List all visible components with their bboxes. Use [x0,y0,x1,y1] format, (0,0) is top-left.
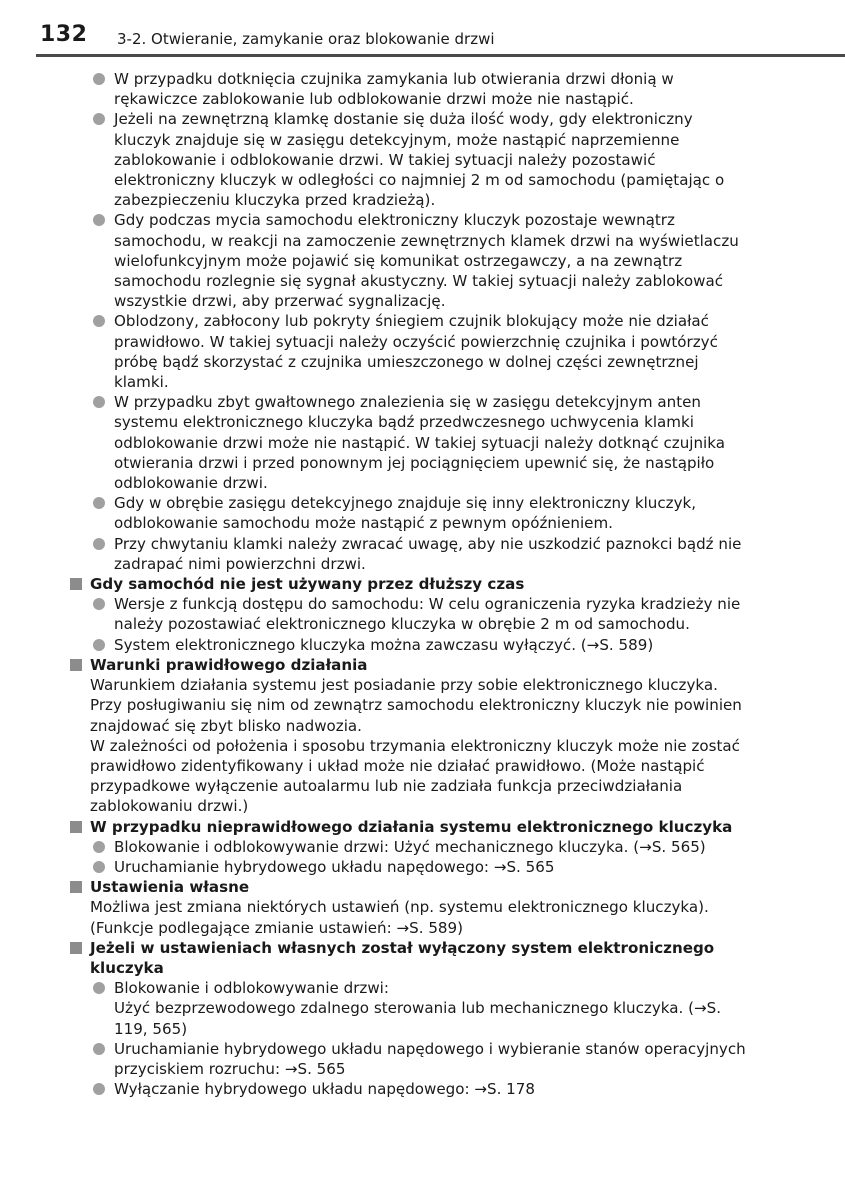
list-item [70,69,750,109]
list-item-text: Przy chwytaniu klamki należy zwracać uwagę, aby nie uszkodzić paznokci bądź nie zadrapać nimi powierzchni drzwi. [114,534,742,573]
list-item [70,493,750,533]
bullet-icon [93,639,105,651]
section-title: 3-2. Otwieranie, zamykanie oraz blokowanie drzwi [117,30,495,48]
section-heading [70,655,750,675]
section-heading-text: Ustawienia własne [90,878,250,897]
list-item-text: Uruchamianie hybrydowego układu napędowego i wybieranie stanów operacyjnych przyciskiem rozruchu: →S. 565 [114,1039,746,1078]
list-item-title: Blokowanie i odblokowywanie drzwi: [114,979,389,998]
list-item-text: Gdy w obrębie zasięgu detekcyjnego znajduje się inny elektroniczny kluczyk, odblokowanie samochodu może nastąpić z pewnym opóźnieniem. [114,494,697,533]
section-heading [70,574,750,594]
square-bullet-icon [70,821,82,833]
list-item-text: Wyłączanie hybrydowego układu napędowego: →S. 178 [114,1080,535,1099]
section-heading [70,877,750,897]
bullet-icon [93,497,105,509]
list-item-text: Wersje z funkcją dostępu do samochodu: W celu ograniczenia ryzyka kradzieży nie należy pozostawiać elektronicznego kluczyka w obrębie 2 m od samochodu. [114,595,741,634]
square-bullet-icon [70,659,82,671]
list-item [70,534,750,574]
bullet-icon [93,982,105,994]
list-item [70,1079,750,1099]
bullet-icon [93,1083,105,1095]
square-bullet-icon [70,942,82,954]
page-content [70,69,750,1099]
list-item-text: Blokowanie i odblokowywanie drzwi: Użyć mechanicznego kluczyka. (→S. 565) [114,837,706,856]
list-item-text: Użyć bezprzewodowego zdalnego sterowania lub mechanicznego kluczyka. (→S. 119, 565) [114,999,721,1038]
bullet-icon [93,598,105,610]
section-heading-text: Jeżeli w ustawieniach własnych został wyłączony system elektronicznego kluczyka [90,938,715,977]
section-heading [70,938,750,978]
list-item [70,594,750,634]
list-item [70,392,750,493]
square-bullet-icon [70,578,82,590]
paragraph: Możliwa jest zmiana niektórych ustawień (np. systemu elektronicznego kluczyka). (Funkcje podlegające zmianie ustawień: →S. 589) [90,898,709,937]
section-heading-text: Gdy samochód nie jest używany przez dłuższy czas [90,575,525,594]
list-item [70,210,750,311]
bullet-icon [93,861,105,873]
list-item-text: Oblodzony, zabłocony lub pokryty śniegiem czujnik blokujący może nie działać prawidłowo. W takiej sytuacji należy oczyścić powierzchnię czujnika i powtórzyć próbę bądź skorzystać z czujnika umieszczonego w dolnej części zewnętrznej klamki. [114,312,718,392]
page-header [0,0,845,60]
list-item [70,837,750,857]
header-rule [36,54,845,57]
paragraph: Warunkiem działania systemu jest posiadanie przy sobie elektronicznego kluczyka. Przy posługiwaniu się nim od zewnątrz samochodu elektroniczny kluczyk nie powinien znajdować się zbyt blisko nadwozia. [90,676,742,735]
bullet-icon [93,315,105,327]
bullet-icon [93,214,105,226]
square-bullet-icon [70,881,82,893]
list-item [70,635,750,655]
list-item-text: Jeżeli na zewnętrzną klamkę dostanie się duża ilość wody, gdy elektroniczny kluczyk znajduje się w zasięgu detekcyjnym, może nastąpić naprzemienne zablokowanie i odblokowanie drzwi. W takiej sytuacji należy pozostawić elektroniczny kluczyk w odległości co najmniej 2 m od samochodu (pamiętając o zabezpieczeniu kluczyka przed kradzieżą). [114,110,725,210]
bullet-icon [93,1043,105,1055]
bullet-icon [93,396,105,408]
list-item-text: System elektronicznego kluczyka można zawczasu wyłączyć. (→S. 589) [114,635,654,654]
bullet-icon [93,73,105,85]
list-item [70,1039,750,1079]
section-heading [70,817,750,837]
bullet-icon [93,841,105,853]
page-number: 132 [40,22,88,47]
list-item [70,978,750,1039]
bullet-icon [93,538,105,550]
list-item-text: W przypadku zbyt gwałtownego znalezienia się w zasięgu detekcyjnym anten systemu elektronicznego kluczyka bądź przedwczesnego uchwycenia klamki odblokowanie drzwi może nie nastąpić. W takiej sytuacji należy dotknąć czujnika otwierania drzwi i przed ponownym jej pociągnięciem upewnić się, że nastąpiło odblokowanie drzwi. [114,393,725,493]
bullet-icon [93,113,105,125]
list-item [70,311,750,392]
list-item-text: Uruchamianie hybrydowego układu napędowego: →S. 565 [114,857,555,876]
list-item-text: Gdy podczas mycia samochodu elektroniczny kluczyk pozostaje wewnątrz samochodu, w reakcji na zamoczenie zewnętrznych klamek drzwi na wyświetlaczu wielofunkcyjnym może pojawić się komunikat ostrzegawczy, a na zewnątrz samochodu rozlegnie się sygnał akustyczny. W takiej sytuacji należy zablokować wszystkie drzwi, aby przerwać sygnalizację. [114,211,739,311]
list-item [70,857,750,877]
paragraph: W zależności od położenia i sposobu trzymania elektroniczny kluczyk może nie zostać prawidłowo zidentyfikowany i układ może nie działać prawidłowo. (Może nastąpić przypadkowe wyłączenie autoalarmu lub nie zadziała funkcja przeciwdziałania zablokowaniu drzwi.) [90,736,740,816]
list-item [70,109,750,210]
section-heading-text: Warunki prawidłowego działania [90,655,368,674]
list-item-text: W przypadku dotknięcia czujnika zamykania lub otwierania drzwi dłonią w rękawiczce zablokowanie lub odblokowanie drzwi może nie nastąpić. [114,70,674,109]
section-heading-text: W przypadku nieprawidłowego działania systemu elektronicznego kluczyka [90,817,733,836]
